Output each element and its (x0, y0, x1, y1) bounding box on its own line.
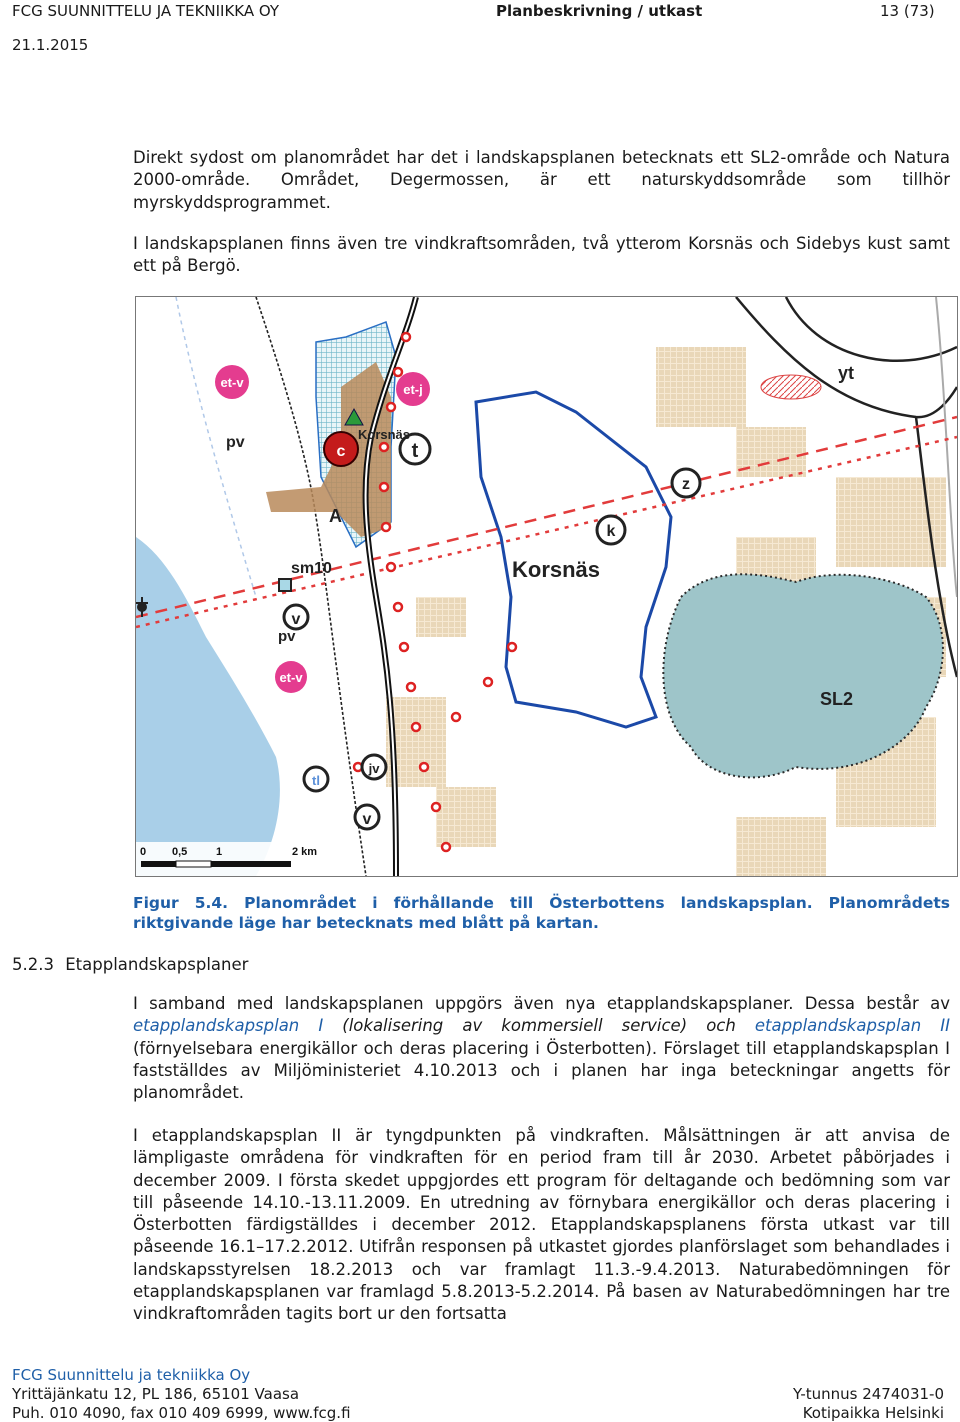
footer-ytunnus: Y-tunnus 2474031-0 (792, 1385, 944, 1403)
et-v-top-label: et-v (220, 375, 244, 390)
k-label: k (606, 523, 616, 540)
pv-top-label: pv (226, 434, 245, 451)
paragraph-3 (133, 993, 950, 1104)
scale-05: 0,5 (172, 846, 188, 858)
scale-0: 0 (140, 846, 147, 858)
paragraph-3-text-2: (lokalisering av kommersiell service) och (323, 1016, 755, 1036)
t-label: t (411, 440, 419, 462)
etapplandskapsplan-2-link[interactable]: etapplandskapsplan II (754, 1016, 950, 1036)
sm10-label: sm10 (291, 560, 332, 577)
korsnas-large-label: Korsnäs (512, 557, 601, 582)
et-j-label: et-j (403, 382, 423, 397)
section-heading (12, 955, 248, 974)
scale-2km: 2 km (292, 846, 318, 858)
yt-area (761, 375, 821, 399)
paragraph-4: I etapplandskapsplan II är tyngdpunkten på vindkraften. Målsättningen är att anvisa de lämpligaste områdena för vindkraften för en period fram till år 2030. Arbetet påbörjades i december 2009. I första skedet uppgjordes ett program för deltagande och bedömning som var till påseende 14.10.-13.11.2009. En utredning av förnybara energikällor och deras placering i Österbotten färdigställdes i december 2012. Etapplandskapsplanens första utkast var till påseende 16.1–17.2.2012. Utifrån responsen på utkastet gjordes planförslaget som behandlades i landskapsstyrelsen 18.2.2013 och var framlagt 11.3.-9.4.2013. Naturabedömningen för etapplandskapsplanen var framlagd 5.8.2013-5.2.2014. På basen av Naturabedömningen har tre vindkraftområden tagits bort ur den fortsatta (133, 1126, 950, 1324)
paragraph-3-text-1: I samband med landskapsplanen uppgörs även nya etapplandskapsplaner. Dessa består av (133, 994, 950, 1013)
landscape-plan-map (135, 296, 958, 877)
header-company: FCG SUUNNITTELU JA TEKNIIKKA OY (12, 2, 280, 20)
square-symbol (279, 579, 291, 591)
jv-label: jv (368, 761, 380, 776)
figure-caption: Figur 5.4. Planområdet i förhållande till Österbottens landskapsplan. Planområdets riktgivande läge har betecknats med blått på kartan. (133, 894, 950, 932)
map-svg (136, 297, 957, 876)
korsnas-small-label: Korsnäs (358, 427, 411, 442)
c-label: c (336, 443, 346, 460)
paragraph-3-text-3: (förnyelsebara energikällor och deras placering i Österbotten). Förslaget till etapplandskapsplan I fastställdes av Miljöministeriet 4.10.2013 och i planen har inga beteckningar angetts för planområdet. (133, 1038, 950, 1103)
yt-label: yt (838, 363, 855, 383)
scale-bar (136, 842, 336, 876)
tl-label: tl (312, 773, 320, 788)
footer-kotipaikka: Kotipaikka Helsinki (802, 1404, 944, 1422)
v1-label: v (291, 611, 301, 628)
v2-label: v (362, 811, 372, 828)
pv-bottom-label: pv (278, 628, 296, 645)
et-v-bottom-label: et-v (279, 670, 303, 685)
paragraph-1: Direkt sydost om planområdet har det i landskapsplanen betecknats ett SL2-område och Natura 2000-område. Området, Degermossen, är ett naturskyddsområde som tillhör myrskyddsprogrammet. (133, 148, 950, 212)
section-number: 5.2.3 (12, 955, 54, 974)
paragraph-2: I landskapsplanen finns även tre vindkraftsområden, två ytterom Korsnäs och Sidebys kust samt ett på Bergö. (133, 234, 950, 276)
footer-company: FCG Suunnittelu ja tekniikka Oy (12, 1366, 251, 1384)
header-page-number: 13 (73) (880, 2, 935, 20)
section-title: Etapplandskapsplaner (65, 955, 249, 974)
sl2-label: SL2 (820, 689, 854, 709)
scale-1: 1 (216, 846, 223, 858)
z-label: z (682, 476, 690, 493)
footer-phone: Puh. 010 4090, fax 010 409 6999, www.fcg.fi (12, 1404, 351, 1422)
a-label: A (329, 506, 342, 526)
footer-address: Yrittäjänkatu 12, PL 186, 65101 Vaasa (12, 1385, 300, 1403)
header-date: 21.1.2015 (12, 36, 89, 54)
header-doc-title: Planbeskrivning / utkast (496, 2, 703, 20)
etapplandskapsplan-1-link[interactable]: etapplandskapsplan I (133, 1016, 324, 1036)
